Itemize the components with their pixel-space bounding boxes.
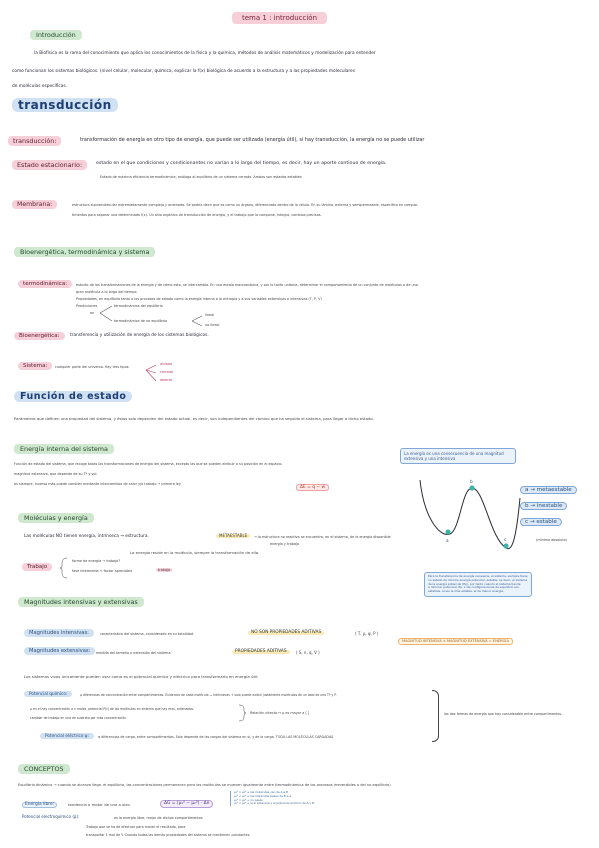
potencial-electroquimico-line-3: transportar 1 mol de Y. Cuando todas las demás propiedades del sistema se mantienen constantes.	[86, 833, 251, 837]
termo-line-2: gran molécula a lo largo del tiempo.	[76, 290, 138, 294]
el-note-3: μ₁⁰ = μ₂⁰ → no pasan	[234, 797, 264, 802]
point-c-label: c	[504, 537, 507, 542]
energia-heading: Energía interna del sistema	[14, 444, 114, 454]
pq-bullet-1: μ en el hay concentración a n moles, potencial P(t) de las moléculas en sistema que hay mas, ordenados.	[30, 707, 194, 711]
energia-line-2: magnitud extensiva, que depende de su Tª y vol.	[14, 472, 98, 476]
mag-ext-bold: PROPIEDADES ADITIVAS	[232, 650, 290, 654]
bioenergetica-heading: Bioenergética, termodinámica y sistema	[14, 247, 155, 257]
bio-text: transferencia y utilización de energía de los sistemas biológicos.	[70, 333, 209, 338]
mag-intro: Los sistemas vivos únicamente pueden usar como es el potencial químico y eléctrico para transformarlo en energía útil:	[24, 674, 259, 679]
intro-line-1: la Biofísica es la rama del conocimiento que aplica los conocimientos de la física y la química, métodos de análisis matemáticos y modelización para entender	[34, 51, 376, 56]
membrana-label: Membrana:	[12, 200, 57, 209]
sistema-text: cualquier parte del universo. Hay tres tipos:	[55, 365, 130, 369]
magnitudes-right-bracket	[432, 690, 439, 742]
bottom-note-line-4: a mínima. potencial, Ep ↓ las configuraciones de equilibrio son	[428, 585, 520, 590]
termo-branch-2b: no lineal	[205, 323, 220, 327]
trabajo-brace	[60, 557, 68, 579]
energia-libre-formula: ΔG = (μ₁⁰ − μ₂⁰) · Δn	[160, 800, 213, 808]
bottom-note-line-1: Para la transferencia de energía necesaria, el sistema, siempre tiene	[428, 574, 528, 578]
el-note-1: μ₁⁰ > μ₂⁰ → las moléculas van de A a B	[234, 790, 288, 794]
bottom-note-line-5: estables, al ser la más estable, el de menor energía.	[428, 589, 504, 594]
intro-line-2: como funcionan los sistemas biológicos. (nivel celular, molecular, química, explicar la f(x) biológica de acuerdo a la estructura y a las propiedades moleculares	[12, 69, 355, 74]
funcion-text: Parámetros que definen una propiedad del sistema, y éstos solo dependen del estado actual, es decir, son independientes del camino que ha seguido el sistema, para llegar a dicho estado.	[14, 416, 374, 421]
termo-branch-en: en	[90, 311, 95, 315]
energy-curve	[418, 478, 523, 558]
point-a-label: a	[446, 538, 449, 543]
legend-a: a → metaestable	[520, 486, 577, 494]
magnitud-product-box: MAGNITUD INTENSIVA × MAGNITUD EXTENSIVA = ENERGÍA	[398, 638, 513, 645]
magnitudes-side-note: las dos formas de energía que hay considerable entre compartimentos.	[444, 712, 563, 716]
el-note-2: μ₁⁰ < μ₂⁰ → las moléculas pasan de B a A	[234, 793, 292, 798]
mag-ext-vars: ( S, n, q, V )	[296, 650, 320, 655]
energia-libre-notes	[230, 791, 314, 806]
termo-branch-title: Predicciones	[76, 304, 98, 308]
estado-label: Estado estacionario:	[12, 160, 87, 170]
mag-ext-text: medida del tamaño o extensión del sistema.	[96, 651, 172, 655]
legend-b: b → inestable	[520, 502, 567, 510]
termo-branch-2: termodinámica de no equilibrio	[114, 319, 168, 323]
point-b-label: b	[470, 479, 473, 484]
sistema-type-1: aislado	[160, 362, 173, 366]
magnitudes-heading: Magnitudes intensivas y extensivas	[18, 597, 144, 607]
sistema-label: Sistema:	[18, 362, 52, 370]
mag-int-bold: NO SON PROPIEDADES ADITIVAS	[248, 631, 324, 635]
bio-label: Bioenergética:	[14, 332, 65, 340]
trabajo-item-1: forma de energía → trabajo?	[72, 559, 121, 563]
equilibrio-dinamico: Equilibrio dinámico → cuando se alcanza llega. el equilibrio, las concentraciones permanecen pero las moléculas se mueven igualmente entre (termodinámica de los procesos irreversibles o del no equilibrio)	[18, 783, 391, 787]
termo-line-1: estudio de las transformaciones de la energía y de cómo esta, se intercambia. En una escala macroscópica, y por lo tanto unitaria, determinar el comportamiento de un conjunto de moléculas o de una	[76, 283, 418, 287]
termo-line-3: Propiedades, en equilibrio tanto a los procesos de estado como la energía interna o la entropía y a sus variables extensivas o intensivas (T, P, V)	[76, 297, 322, 301]
pq-label: Potencial químico:	[24, 691, 72, 697]
moleculas-line-2: La energía reside en la molécula, siempre la transformación de ella.	[130, 550, 260, 555]
conceptos-heading: CONCEPTOS	[18, 764, 70, 774]
page-title: tema 1 : introducción	[232, 12, 327, 24]
termo-branch-1: termodinámica del equilibrio	[114, 304, 163, 308]
metaestable-tag: METAESTABLE	[216, 534, 250, 538]
energia-line-3: es siempre, inversa más puede cambiar mediante intercambios de calor y/o trabajo → primera ley	[14, 482, 181, 486]
moleculas-line-1c: energía y trabajo	[270, 542, 300, 546]
energia-formula: ΔE = q − w	[296, 484, 329, 491]
moleculas-line-1b: → la estructura no reactiva se encuentra, en el sistema, de la energía disponible	[254, 535, 391, 539]
mag-int-text: característica del sistema, considerado en su totalidad.	[100, 632, 195, 636]
intro-heading: Introducción	[30, 30, 82, 40]
estado-sub: Estado de máxima eficiencia termodinámica, análogo al equilibrio de un sistema cerrado. Ambos son estados estables	[100, 175, 302, 179]
energia-line-1: Función de estado del sistema, que recoge todas las transformaciones de energía del sistema, excepto las que se pueden atribuir a su posición en el espacio.	[14, 462, 283, 466]
sistema-type-2: cerrado	[160, 370, 173, 374]
mag-int-vars: ( T, μ, ψ, P )	[355, 631, 379, 636]
potencial-electroquimico-label: Potencial electroquímico (μ̃):	[22, 814, 80, 819]
intro-line-3: de moléculas específicas.	[12, 84, 68, 89]
legend-c: c → estable	[520, 518, 562, 526]
pq-relation: Relación directa ↔ μ es mayor a [ ]	[250, 711, 310, 715]
trabajo-label: Trabajo	[22, 563, 52, 571]
transduccion-heading: transducción	[12, 98, 118, 112]
pq-text: μ diferencias de concentración entre compartimentos. Evidencia de cada molécula → intrínsecas + solo puede existir justamente moléculas de un lado de una Tª y P.	[80, 693, 337, 697]
bottom-note-line-3: de la energía potencial (Ep), por tanto cuando el sistema tiende	[428, 581, 521, 586]
pe-label: Potencial eléctrico ψ:	[40, 733, 94, 739]
termo-label: termodinámica:	[18, 280, 72, 288]
sistema-type-3: abierto	[160, 378, 173, 382]
moleculas-line-1: Las moléculas NO tienen energía, intrínseca → estructura.	[24, 534, 149, 539]
el-note-4: μ₁⁰ = μ₂⁰ → si el potencial y el potencial químico de A y B	[234, 801, 314, 806]
mag-int-label: Magnitudes intensivas:	[24, 629, 94, 637]
energia-note: La energía es una consecuencia de una magnitud extensiva y una intensiva	[400, 448, 516, 464]
pe-text: ψ diferencias de carga, entre compartimentos. Solo depende de las cargas del sistema en sí, y de la carga. TODA LAS MOLÉCULAS CARGADAS.	[98, 735, 335, 739]
estado-text: estado en el que condiciones y condicionantes no varían a lo largo del tiempo, es decir, hay un aporte continuo de energía.	[96, 161, 387, 166]
funcion-heading: Función de estado	[14, 391, 132, 402]
potencial-electroquimico-line-2: Trabajo que se ha de efectuar para mover el resultado, para	[86, 825, 186, 829]
potencial-electroquimico-text: es la energía libre, mejor de dichos compartimentos	[114, 816, 203, 820]
energia-libre-text: tendencia o motor de una a otro	[68, 802, 130, 807]
trabajo-item-3: trabajo	[158, 568, 171, 572]
transduccion-label: transducción:	[8, 136, 61, 146]
mag-ext-label: Magnitudes extensivas:	[24, 647, 95, 655]
pq-bullet-2: cambiar de trabajo en una de sustrato por más concentración.	[30, 716, 128, 720]
moleculas-heading: Moléculas y energía	[18, 513, 94, 523]
min-absoluto-label: (mínimo absoluto)	[536, 538, 568, 542]
membrana-line-1: estructura supramolecular extremadamente compleja y ordenada. Se podría decir que es como un órgano, diferenciado dentro de la célula. En su lámina, externa y semipermeable, específica en compar-	[72, 203, 419, 207]
termo-branch-2a: lineal	[205, 313, 215, 317]
pq-brace	[238, 704, 246, 722]
energia-bottom-note	[424, 572, 532, 597]
trabajo-item-2: fase intermedia + factor apreciable	[72, 569, 133, 573]
energia-libre-label: Energía libre:	[22, 802, 57, 808]
transduccion-def: transformación de energía en otro tipo de energía, que puede ser utilizada (energía útil), si hay transducción, la energía no se puede utilizar	[80, 137, 425, 143]
membrana-line-2: timentos para separar una determinada f(x). Un sitio orgánico de transducción de energía, y el trabajo que la compone, integra, cambios precisos.	[72, 213, 322, 217]
bottom-note-line-2: un estado de mínima energía potencial, estable, es decir, el sistema	[428, 577, 528, 582]
